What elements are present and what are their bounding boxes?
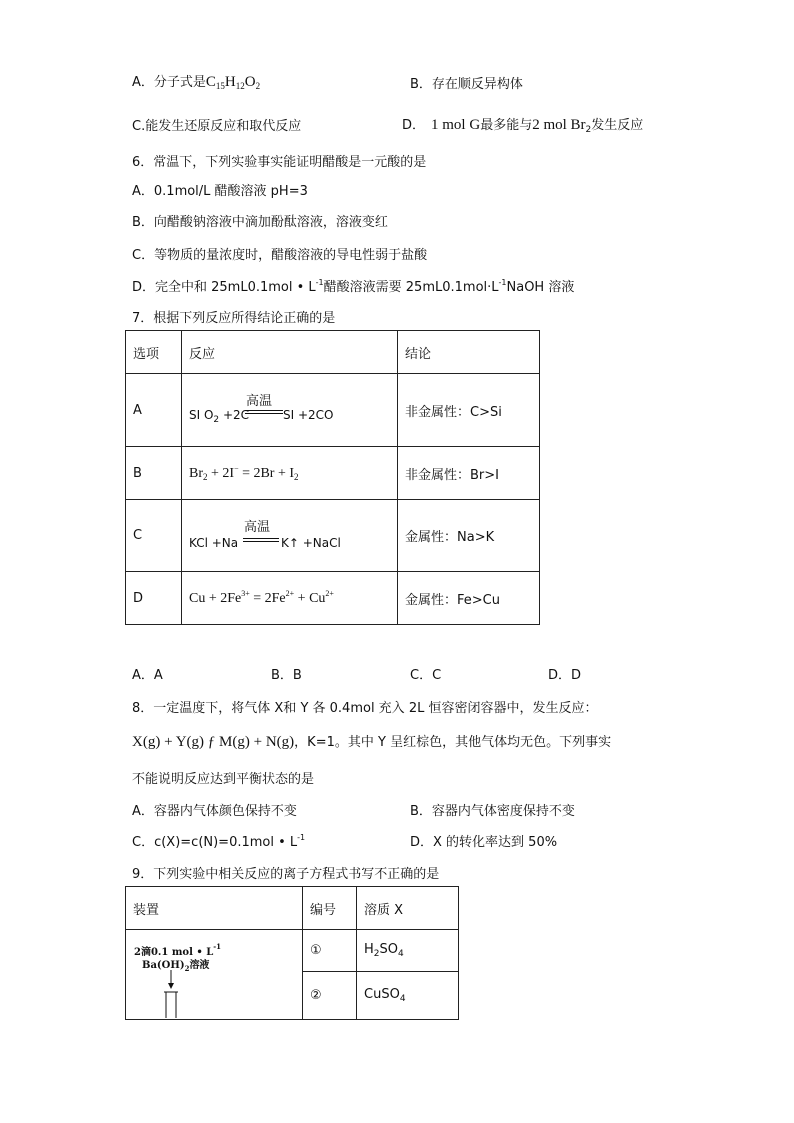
q7-b-t1: Br	[189, 466, 203, 481]
q9-row-1-solute	[357, 930, 459, 972]
q9-r1-sub2: 4	[398, 949, 404, 959]
q7-a-eq	[189, 390, 397, 430]
q7-d-sup3: 2+	[325, 589, 334, 598]
q7-c-eq-right: K↑ +NaCl	[281, 535, 341, 550]
q9-header-apparatus: 装置	[126, 887, 303, 930]
f-h: H	[224, 74, 236, 90]
q8-stem-2	[132, 731, 611, 751]
q7-row-b-conclusion: 非金属性：Br>I	[398, 447, 540, 500]
q7-row-d-option: D	[126, 572, 182, 625]
test-tube-icon	[126, 930, 295, 1018]
q6-stem: 6．常温下，下列实验事实能证明醋酸是一元酸的是	[132, 155, 427, 170]
q7-row-a-conclusion: 非金属性：C>Si	[398, 374, 540, 447]
q7-a-condition: 高温	[246, 394, 273, 409]
q9-lbl2: Ba(OH)	[142, 960, 185, 971]
q8-stem-3: 不能说明反应达到平衡状态的是	[132, 772, 315, 787]
q9-r2-sub1: 4	[399, 994, 406, 1004]
q7-a-eq-left	[189, 408, 249, 425]
q6-d-post: NaOH 溶液	[506, 280, 575, 295]
q7-row-b	[126, 447, 540, 500]
q7-d-t1: Cu + 2Fe	[189, 591, 242, 606]
q7-answer-b: B．B	[271, 668, 302, 683]
q7-c-condition: 高温	[244, 519, 271, 535]
q8-c-pre: C．c(X)=c(N)=0.1mol • L	[132, 835, 298, 850]
q7-row-a	[126, 374, 540, 447]
q7-b-t2: + 2I	[207, 466, 235, 481]
q5-option-c: C.能发生还原反应和取代反应	[132, 119, 302, 134]
q7-b-sup1: −	[234, 464, 239, 473]
f-h-sub: 12	[235, 81, 245, 91]
q8-option-b: B．容器内气体密度保持不变	[410, 804, 575, 819]
q5-option-b: B．存在顺反异构体	[410, 77, 523, 92]
q8-option-a: A．容器内气体颜色保持不变	[132, 804, 297, 819]
q5-d-mid: 最多能与	[480, 118, 533, 133]
q7-a-eq-right: SI +2CO	[283, 408, 334, 422]
q9-header-number: 编号	[303, 887, 357, 930]
q7-row-d-equation	[182, 572, 398, 625]
q6-option-b: B．向醋酸钠溶液中滴加酚酞溶液，溶液变红	[132, 215, 388, 230]
q7-header-conclusion: 结论	[398, 331, 540, 374]
q7-row-c	[126, 500, 540, 572]
q8-c-sup: -1	[297, 833, 306, 842]
q7-d-sup1: 3+	[241, 589, 250, 598]
f-o: O	[244, 74, 256, 90]
f-c-sub: 15	[215, 81, 225, 91]
q5-option-d	[402, 114, 643, 135]
q7-answer-c: C．C	[410, 668, 442, 683]
q5-d-prefix: D．	[402, 118, 426, 133]
q7-c-equal-sign	[243, 538, 279, 542]
q5-a-prefix: A．分子式是	[132, 75, 206, 90]
q7-header-row	[126, 331, 540, 374]
q7-b-s2: 2	[294, 472, 299, 482]
q7-row-d-conclusion: 金属性：Fe>Cu	[398, 572, 540, 625]
q9-r1-s2: SO	[379, 942, 398, 957]
q7-c-eq-left: KCl +Na	[189, 535, 239, 550]
q7-answer-a: A．A	[132, 668, 163, 683]
q7-d-t3: + Cu	[294, 591, 326, 606]
q9-header-row	[126, 887, 459, 930]
q9-row-1-number: ①	[303, 930, 357, 972]
q6-d-pre: D．完全中和 25mL0.1mol • L	[132, 280, 316, 295]
q7-a-equal-sign	[245, 410, 283, 414]
q5-d-br: 2 mol Br	[532, 117, 586, 133]
q7-a-left: SI O	[189, 408, 214, 422]
q7-row-d	[126, 572, 540, 625]
q7-d-t2: = 2Fe	[249, 591, 286, 606]
q9-r1-sub1: 2	[373, 949, 380, 959]
q9-r2-s1: CuSO	[364, 987, 400, 1002]
q8-stem-1: 8．一定温度下，将气体 X和 Y 各 0.4mol 充入 2L 恒容密闭容器中，发生反应：	[132, 701, 598, 716]
q9-row-1	[126, 930, 459, 972]
q7-a-left-sub: 2	[213, 415, 220, 425]
q7-answer-d: D．D	[548, 668, 582, 683]
q6-option-a: A．0.1mol/L 醋酸溶液 pH=3	[132, 184, 308, 199]
q9-stem: 9．下列实验中相关反应的离子方程式书写不正确的是	[132, 867, 440, 882]
q7-row-c-option: C	[126, 500, 182, 572]
q9-lbl1-sup: -1	[213, 942, 222, 951]
q7-row-a-equation	[182, 374, 398, 447]
f-c: C	[205, 74, 216, 90]
q8-equation: X(g) + Y(g) ƒ M(g) + N(g)	[132, 734, 295, 750]
q9-lbl1: 2滴0.1 mol • L	[134, 947, 214, 958]
q9-lbl2-sub: 2	[184, 964, 190, 973]
q5-a-formula	[206, 74, 260, 90]
q5-option-a	[132, 71, 260, 91]
q7-row-b-equation	[182, 447, 398, 500]
f-o-sub: 2	[255, 81, 261, 91]
q7-c-eq	[189, 516, 397, 556]
q7-b-t3: = 2Br + I	[238, 466, 295, 481]
q6-d-mid: 醋酸溶液需要 25mL0.1mol·L	[323, 280, 499, 295]
q7-stem: 7．根据下列反应所得结论正确的是	[132, 311, 336, 326]
q7-row-c-equation	[182, 500, 398, 572]
q7-a-left2: +2C	[219, 408, 250, 422]
q9-row-2-number: ②	[303, 972, 357, 1020]
q9-apparatus	[126, 930, 302, 1018]
q6-option-d	[132, 276, 574, 295]
q8-stem-2-text: ，K=1。其中 Y 呈红棕色，其他气体均无色。下列事实	[294, 735, 612, 750]
q7-row-b-option: B	[126, 447, 182, 500]
q7-header-reaction: 反应	[182, 331, 398, 374]
q7-row-a-option: A	[126, 374, 182, 447]
q6-d-sup2: -1	[498, 278, 507, 287]
q9-r1-s1: H	[364, 942, 374, 957]
q9-header-solute: 溶质 X	[357, 887, 459, 930]
q9-row-2-solute	[357, 972, 459, 1020]
q7-d-sup2: 2+	[285, 589, 295, 598]
q7-header-option: 选项	[126, 331, 182, 374]
q5-d-mol: 1 mol G	[431, 117, 481, 133]
q9-lbl2-post: 溶液	[189, 960, 210, 971]
q7-table	[125, 330, 540, 625]
q6-d-sup1: -1	[315, 278, 324, 287]
q8-option-c	[132, 831, 305, 850]
q8-option-d: D．X 的转化率达到 50%	[410, 835, 558, 850]
q7-b-s1: 2	[203, 472, 208, 482]
q5-d-sub: 2	[585, 125, 592, 135]
q9-table	[125, 886, 459, 1020]
q6-option-c: C．等物质的量浓度时，醋酸溶液的导电性弱于盐酸	[132, 248, 428, 263]
q9-apparatus-cell	[126, 930, 303, 1020]
q5-d-suffix: 发生反应	[591, 118, 644, 133]
q7-row-c-conclusion: 金属性：Na>K	[398, 500, 540, 572]
